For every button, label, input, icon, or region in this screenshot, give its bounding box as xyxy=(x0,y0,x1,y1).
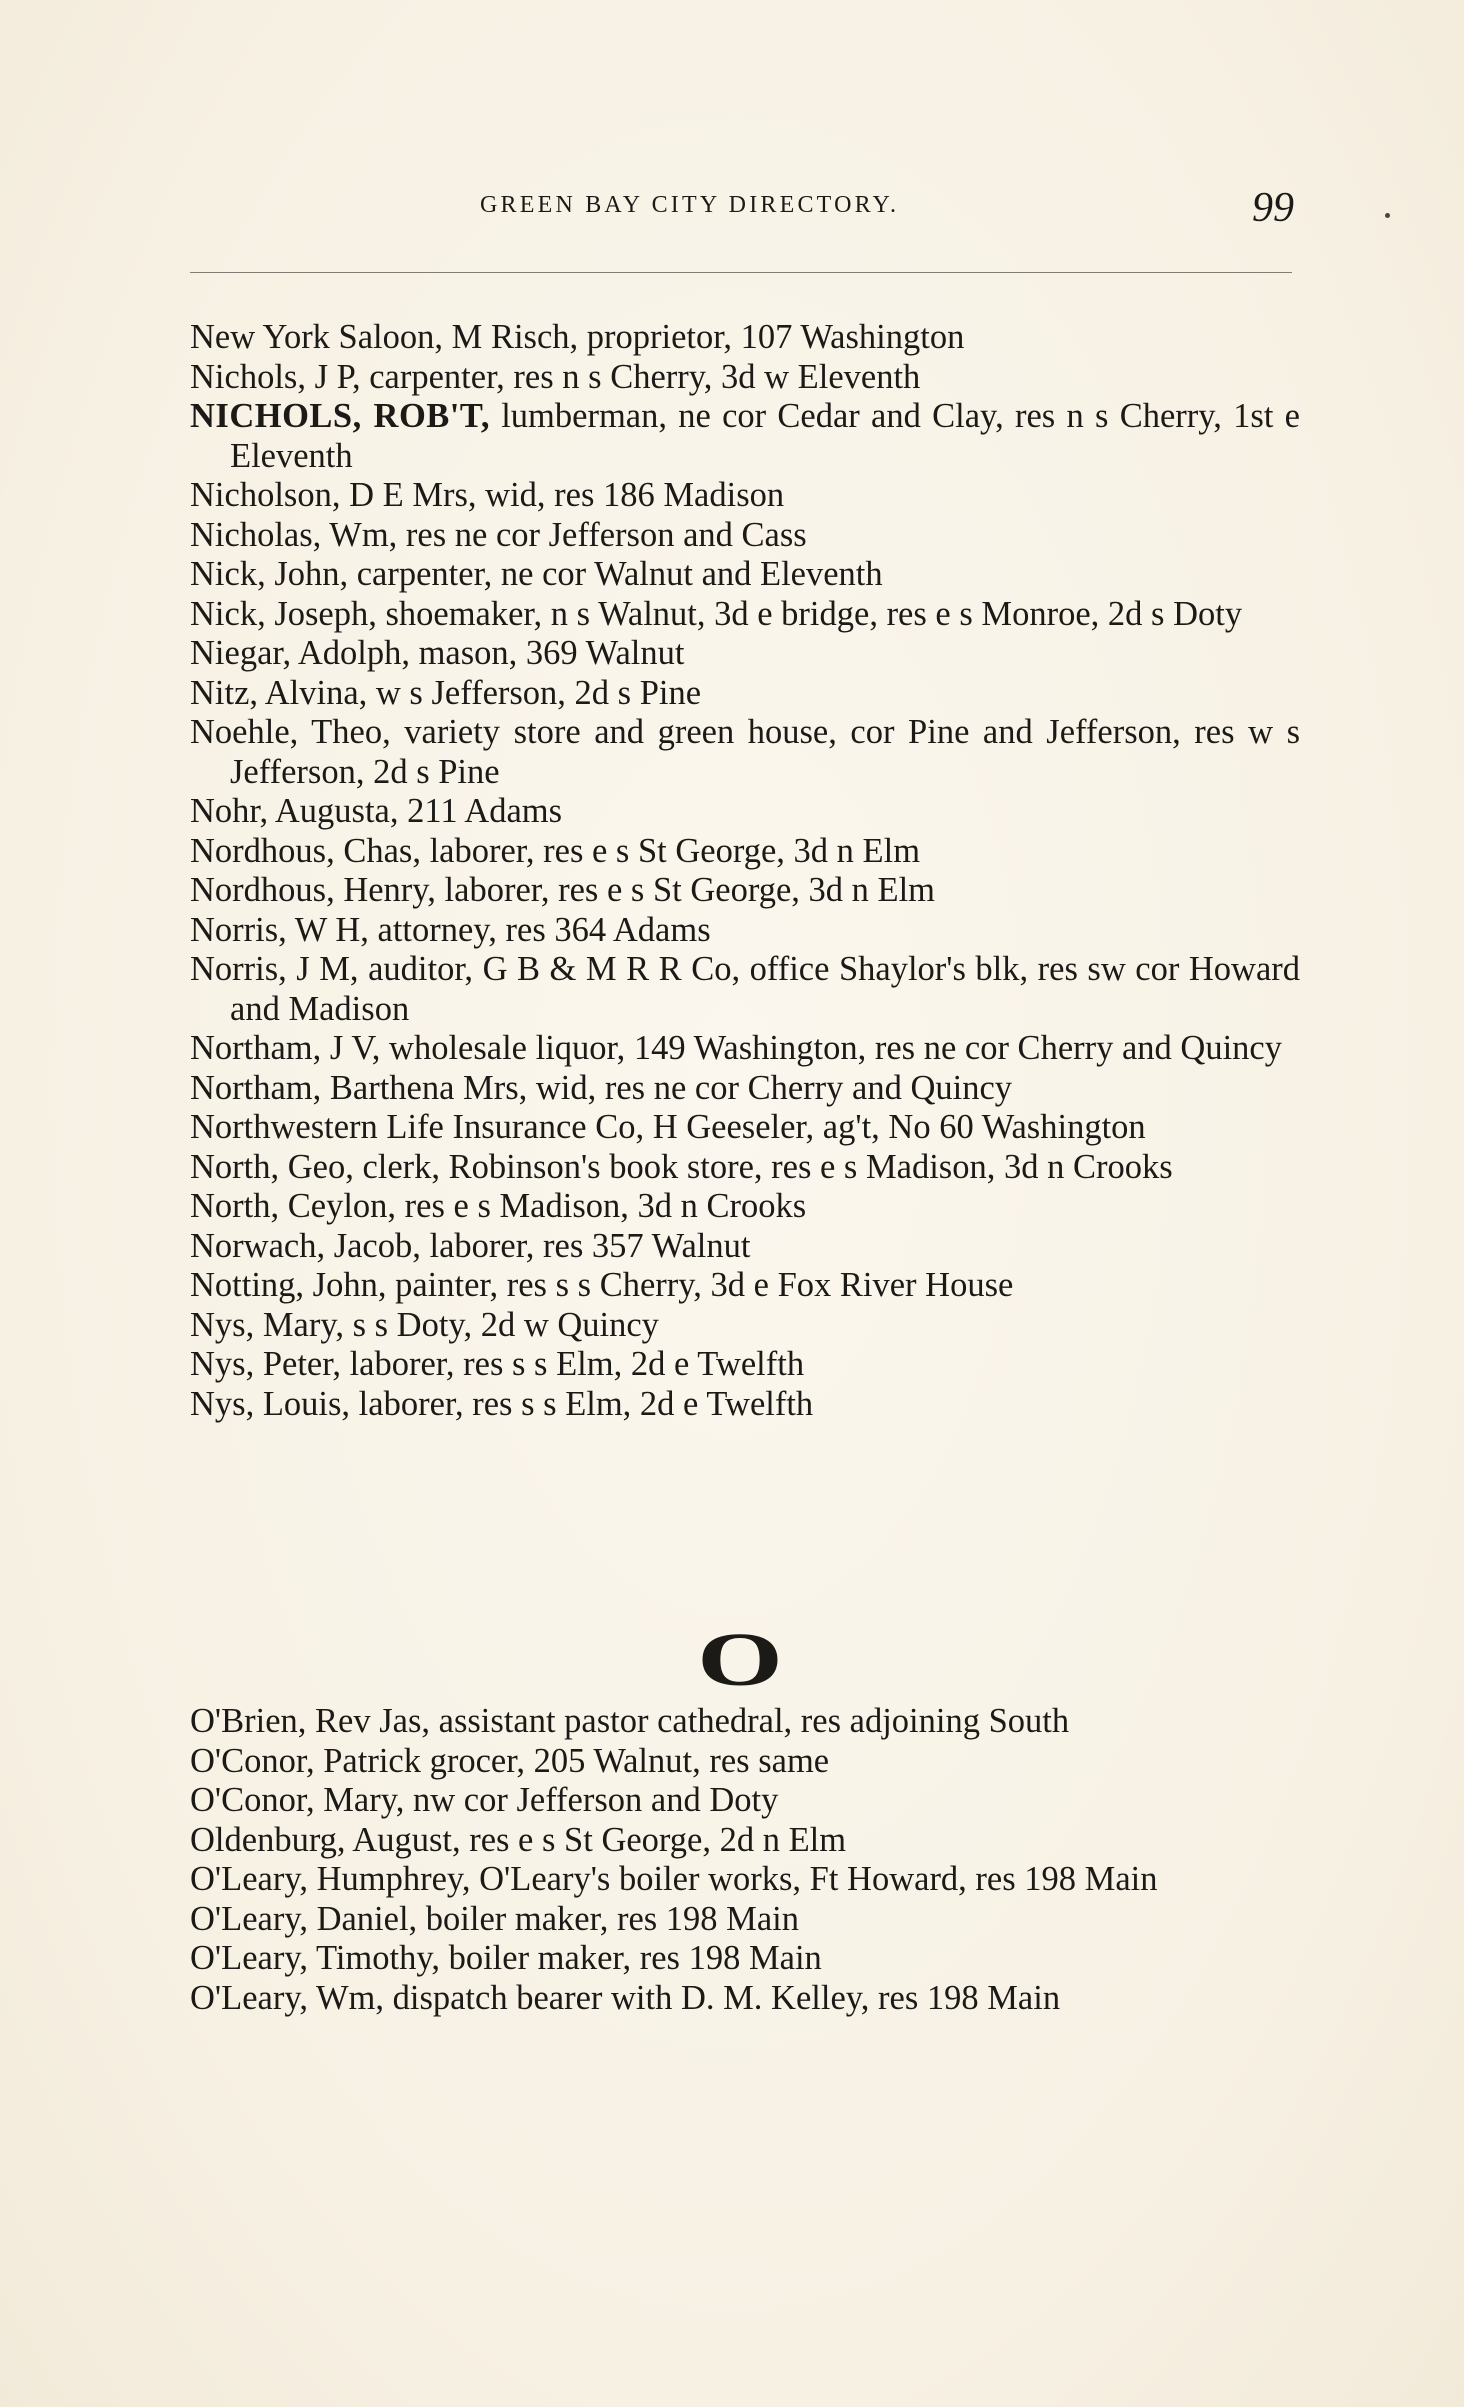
directory-entry xyxy=(190,950,1300,1029)
directory-entry xyxy=(190,871,1300,911)
directory-entry xyxy=(190,674,1300,714)
entry-text: Nicholas, Wm, res ne cor Jefferson and Cass xyxy=(190,515,807,554)
directory-entry xyxy=(190,832,1300,872)
directory-entry xyxy=(190,595,1300,635)
directory-entry: O'Conor, Mary, nw cor Jefferson and Doty xyxy=(190,1781,779,1819)
directory-entry xyxy=(190,1187,1300,1227)
entry-text: Nordhous, Henry, laborer, res e s St George, 3d n Elm xyxy=(190,871,936,909)
directory-entry xyxy=(190,318,1300,358)
entry-text: Northam, Barthena Mrs, wid, res ne cor Cherry and Quincy xyxy=(190,1068,1013,1107)
directory-entry: O'Conor, Patrick grocer, 205 Walnut, res same xyxy=(190,1741,830,1780)
directory-entry xyxy=(190,1069,1300,1109)
entry-name: NICHOLS, ROB'T, xyxy=(190,397,490,435)
directory-entry: O'Leary, Wm, dispatch bearer with D. M. Kelley, res 198 Main xyxy=(190,1978,1061,2017)
page-header xyxy=(190,185,1300,238)
page-number: 99 xyxy=(1252,185,1294,231)
entry-text: North, Geo, clerk, Robinson's book store, res e s Madison, 3d n Crooks xyxy=(190,1147,1173,1186)
directory-entry: Oldenburg, August, res e s St George, 2d n Elm xyxy=(190,1820,847,1859)
directory-entry xyxy=(190,1148,1300,1188)
directory-entry xyxy=(190,1108,1300,1148)
entry-text: Nys, Louis, laborer, res s s Elm, 2d e Twelfth xyxy=(190,1384,814,1423)
directory-entry xyxy=(190,792,1300,832)
entry-text: Nick, Joseph, shoemaker, n s Walnut, 3d e bridge, res e s Monroe, 2d s Doty xyxy=(190,594,1243,633)
directory-entry xyxy=(190,1266,1300,1306)
entry-text: Nicholson, D E Mrs, wid, res 186 Madison xyxy=(190,476,785,514)
directory-entry xyxy=(190,397,1300,476)
entry-text: Notting, John, painter, res s s Cherry, 3d e Fox River House xyxy=(190,1266,1014,1304)
entry-text: Northwestern Life Insurance Co, H Geeseler, ag't, No 60 Washington xyxy=(190,1108,1146,1146)
directory-entry xyxy=(190,713,1300,792)
directory-entry: O'Leary, Timothy, boiler maker, res 198 Main xyxy=(190,1939,822,1977)
directory-entry xyxy=(190,358,1300,398)
entry-text: Norris, W H, attorney, res 364 Adams xyxy=(190,910,711,949)
entry-text: Nick, John, carpenter, ne cor Walnut and Eleventh xyxy=(190,555,883,593)
entries-o-section xyxy=(190,1702,1300,2018)
entry-text: lumberman, ne cor Cedar and Clay, res n s Cherry, 1st e Eleventh xyxy=(230,397,1300,475)
directory-entry xyxy=(190,634,1300,674)
entry-text: Norwach, Jacob, laborer, res 357 Walnut xyxy=(190,1226,751,1265)
entry-text: Niegar, Adolph, mason, 369 Walnut xyxy=(190,634,685,672)
entry-text: Nohr, Augusta, 211 Adams xyxy=(190,792,563,830)
entry-text: Nys, Mary, s s Doty, 2d w Quincy xyxy=(190,1305,659,1344)
running-title: GREEN BAY CITY DIRECTORY. xyxy=(480,192,900,218)
directory-entry xyxy=(190,1385,1300,1425)
entry-text: Northam, J V, wholesale liquor, 149 Washington, res ne cor Cherry and Quincy xyxy=(190,1029,1282,1067)
entry-text: North, Ceylon, res e s Madison, 3d n Crooks xyxy=(190,1187,807,1225)
entry-text: Nordhous, Chas, laborer, res e s St George, 3d n Elm xyxy=(190,831,921,870)
directory-entry xyxy=(190,1345,1300,1385)
section-letter-heading: O xyxy=(697,1618,783,1702)
entry-text: Nitz, Alvina, w s Jefferson, 2d s Pine xyxy=(190,673,702,712)
entry-text: New York Saloon, M Risch, proprietor, 107 Washington xyxy=(190,318,965,356)
directory-entry xyxy=(190,911,1300,951)
directory-entry xyxy=(190,476,1300,516)
entry-text: Noehle, Theo, variety store and green house, cor Pine and Jefferson, res w s Jefferson, 2d s Pine xyxy=(190,713,1300,791)
directory-entry xyxy=(190,1227,1300,1267)
directory-entry: O'Leary, Humphrey, O'Leary's boiler works, Ft Howard, res 198 Main xyxy=(190,1860,1158,1898)
entry-text: Nys, Peter, laborer, res s s Elm, 2d e Twelfth xyxy=(190,1345,805,1383)
directory-entry xyxy=(190,555,1300,595)
directory-entry xyxy=(190,1029,1300,1069)
header-rule xyxy=(190,272,1292,273)
directory-entry: O'Leary, Daniel, boiler maker, res 198 Main xyxy=(190,1899,800,1938)
directory-entry: O'Brien, Rev Jas, assistant pastor cathedral, res adjoining South xyxy=(190,1702,1070,1740)
entry-text: Nichols, J P, carpenter, res n s Cherry, 3d w Eleventh xyxy=(190,357,921,396)
entry-text: Norris, J M, auditor, G B & M R R Co, office Shaylor's blk, res sw cor Howard and Madison xyxy=(190,950,1300,1028)
entries-n-section xyxy=(190,318,1300,1424)
ink-speck xyxy=(1385,213,1390,218)
directory-entry xyxy=(190,1306,1300,1346)
directory-entry xyxy=(190,516,1300,556)
